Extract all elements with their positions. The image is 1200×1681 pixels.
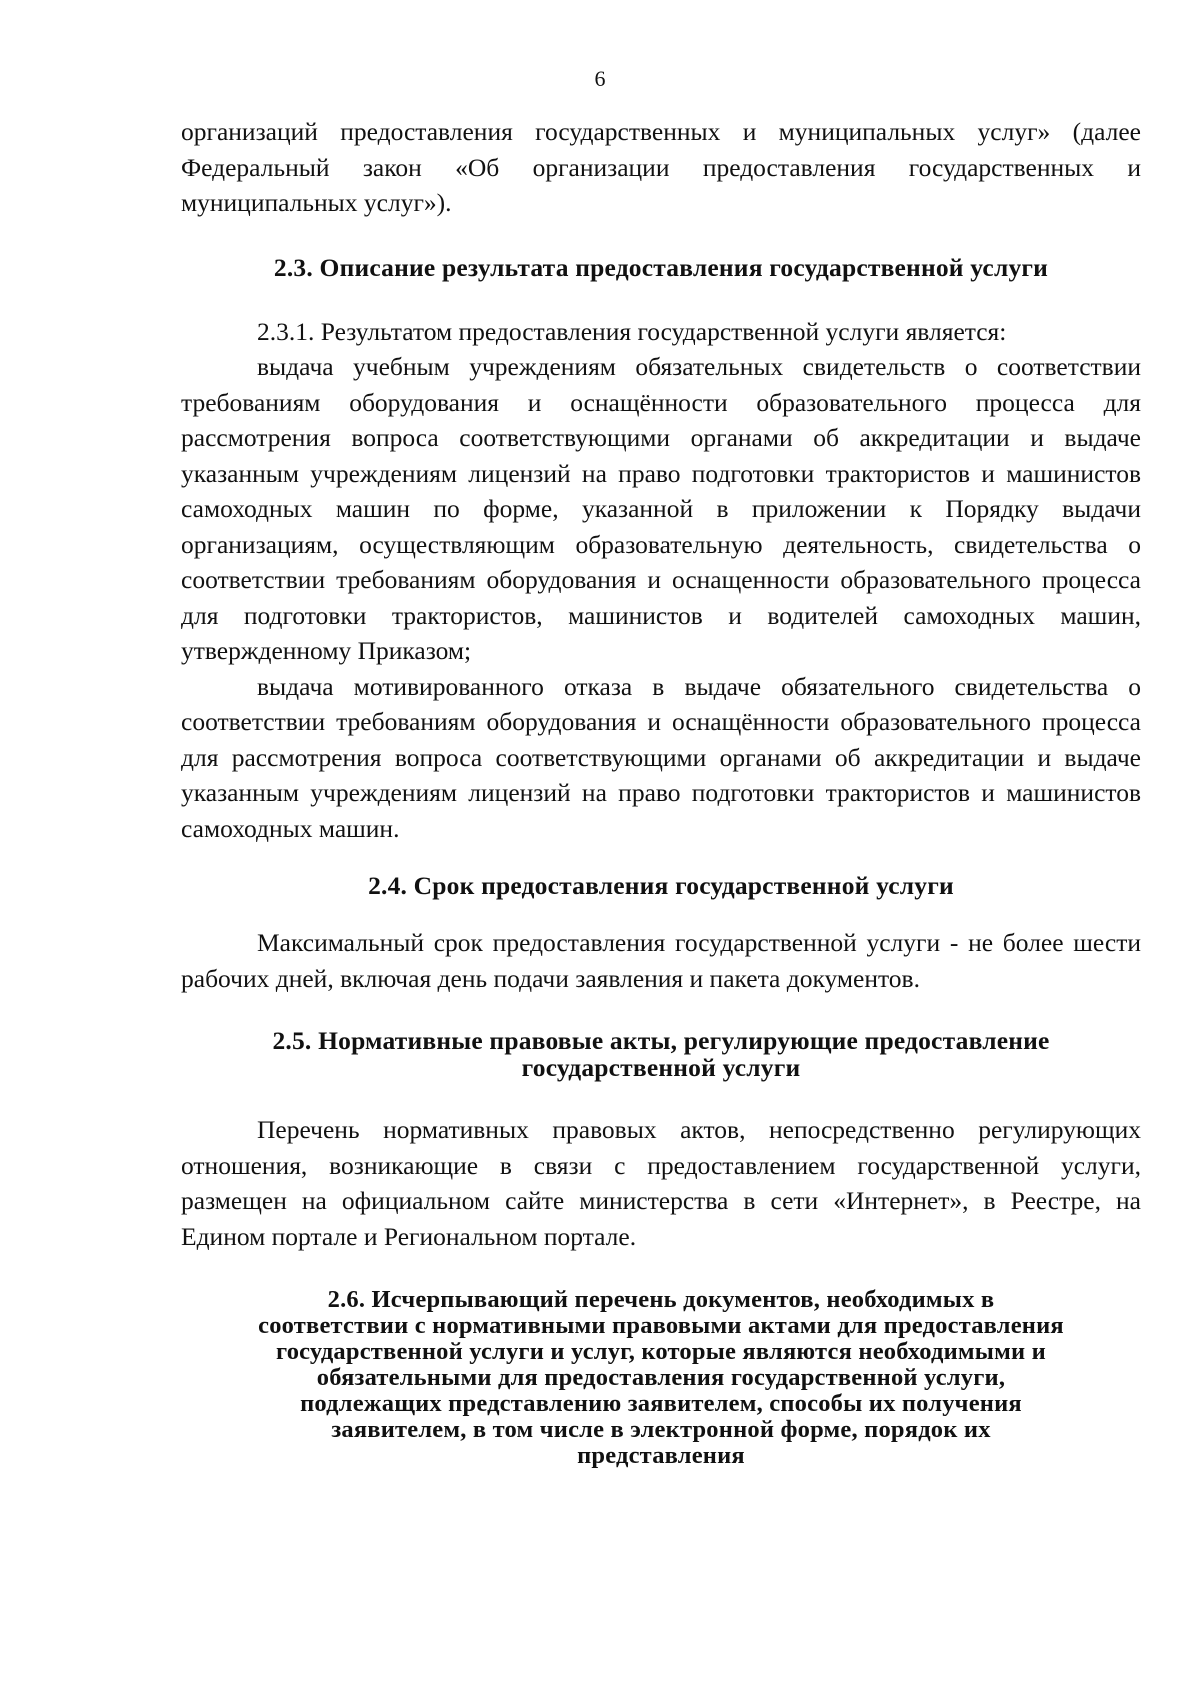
page-content xyxy=(181,114,1141,1469)
paragraph-2-3-item-2: выдача мотивированного отказа в выдаче обязательного свидетельства о соответствии требованиям оборудования и оснащённости образовательного процесса для рассмотрения вопроса соответствующими органами об аккредитации и выдаче указанным учреждениям лицензий на право подготовки трактористов и машинистов самоходных машин. xyxy=(181,671,1141,843)
heading-2-6-line: обязательными для предоставления государственной услуги, xyxy=(316,1364,1006,1391)
page-number: 6 xyxy=(594,66,606,91)
heading-2-5-line-2: государственной услуги xyxy=(521,1053,801,1082)
heading-2-6-line: заявителем, в том числе в электронной форме, порядок их xyxy=(331,1416,991,1443)
heading-2-6-line: соответствии с нормативными правовыми актами для предоставления xyxy=(258,1312,1064,1339)
paragraph-2-5: Перечень нормативных правовых актов, непосредственно регулирующих отношения, возникающие в связи с предоставлением государственной услуги, размещен на официальном сайте министерства в сети «Интернет», в Реестре, на Едином портале и Региональном портале. xyxy=(181,1115,1141,1251)
heading-2-4: 2.4. Срок предоставления государственной услуги xyxy=(368,871,954,900)
heading-2-6-line: подлежащих представлению заявителем, способы их получения xyxy=(300,1390,1022,1417)
heading-2-6-line: 2.6. Исчерпывающий перечень документов, необходимых в xyxy=(327,1286,995,1313)
paragraph-2-4: Максимальный срок предоставления государственной услуги - не более шести рабочих дней, включая день подачи заявления и пакета документов. xyxy=(181,928,1141,993)
heading-2-6-line: государственной услуги и услуг, которые являются необходимыми и xyxy=(276,1338,1046,1365)
paragraph-intro: организаций предоставления государственных и муниципальных услуг» (далее Федеральный закон «Об организации предоставления государственных и муниципальных услуг»). xyxy=(181,117,1141,217)
heading-2-3: 2.3. Описание результата предоставления государственной услуги xyxy=(273,252,1049,282)
heading-2-5 xyxy=(181,1027,1141,1081)
paragraph-2-3-1: 2.3.1. Результатом предоставления государственной услуги является: xyxy=(257,316,1007,346)
heading-2-6-line: представления xyxy=(577,1442,745,1469)
heading-2-6 xyxy=(181,1287,1141,1469)
paragraph-2-3-item-1: выдача учебным учреждениям обязательных свидетельств о соответствии требованиям оборудования и оснащённости образовательного процесса для рассмотрения вопроса соответствующими органами об аккредитации и выдаче указанным учреждениям лицензий на право подготовки трактористов и машинистов самоходных машин по форме, указанной в приложении к Порядку выдачи организациям, осуществляющим образовательную деятельность, свидетельства о соответствии требованиям оборудования и оснащенности образовательного процесса для подготовки трактористов, машинистов и водителей самоходных машин, утвержденному Приказом; xyxy=(181,352,1141,665)
heading-2-5-line-1: 2.5. Нормативные правовые акты, регулирующие предоставление xyxy=(272,1026,1050,1055)
